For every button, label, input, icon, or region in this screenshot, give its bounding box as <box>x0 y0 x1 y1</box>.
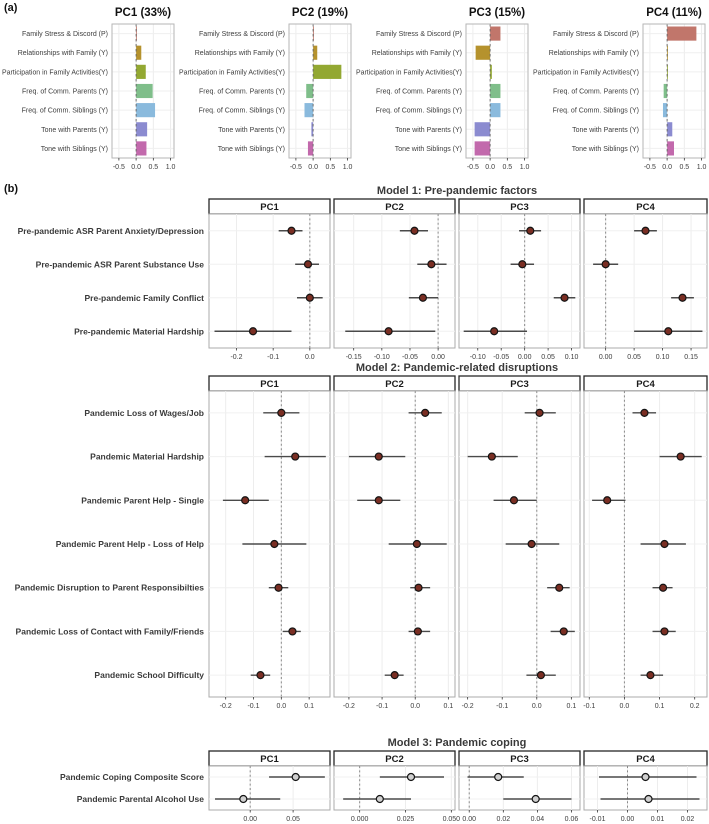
estimate-dot <box>278 409 285 416</box>
estimate-dot <box>647 672 654 679</box>
axis-tick-label: -0.1 <box>247 703 260 710</box>
pc-header: PC1 <box>260 754 279 765</box>
bar <box>475 122 491 136</box>
estimate-dot <box>642 774 649 781</box>
estimate-dot <box>385 328 392 335</box>
pc-header: PC3 <box>510 754 529 765</box>
estimate-dot <box>661 541 668 548</box>
row-label: Pre-pandemic ASR Parent Substance Use <box>35 259 204 270</box>
estimate-dot <box>375 497 382 504</box>
axis-tick-label: 0.1 <box>304 703 315 710</box>
bar <box>306 84 313 98</box>
category-label: Freq. of Comm. Parents (Y) <box>553 88 639 96</box>
bar <box>313 46 317 60</box>
category-label: Tone with Siblings (Y) <box>571 145 639 153</box>
bar <box>136 122 147 136</box>
model-title: Model 3: Pandemic coping <box>387 737 527 749</box>
axis-tick-label: 0.00 <box>598 354 613 361</box>
axis-tick-label: 0.00 <box>620 816 635 823</box>
axis-tick-label: 0.0 <box>276 703 287 710</box>
chart-title: PC3 (15%) <box>468 7 526 19</box>
estimate-dot <box>661 628 668 635</box>
pc-header: PC2 <box>385 379 404 390</box>
row-label: Pandemic School Difficulty <box>94 670 204 681</box>
axis-tick-label: 0.5 <box>502 164 513 171</box>
forest-model-1-slot <box>0 184 709 367</box>
category-label: Tone with Parents (Y) <box>41 126 108 134</box>
axis-tick-label: 0.00 <box>243 816 258 823</box>
axis-tick-label: 0.06 <box>564 816 579 823</box>
axis-tick-label: -0.1 <box>376 703 389 710</box>
axis-tick-label: 1.0 <box>165 164 176 171</box>
axis-tick-label: 0.15 <box>684 354 698 361</box>
estimate-dot <box>660 584 667 591</box>
row-label: Pandemic Disruption to Parent Responsibilties <box>14 582 204 593</box>
bar <box>305 103 314 117</box>
category-label: Relationships with Family (Y) <box>548 50 639 58</box>
bar <box>667 46 668 60</box>
axis-tick-label: 0.0 <box>308 164 318 171</box>
axis-tick-label: -0.2 <box>219 703 232 710</box>
estimate-dot <box>391 672 398 679</box>
pc-header: PC3 <box>510 202 529 213</box>
axis-tick-label: 0.0 <box>131 164 141 171</box>
axis-tick-label: -0.5 <box>289 164 302 171</box>
axis-tick-label: 0.10 <box>655 354 670 361</box>
axis-tick-label: 0.1 <box>566 703 577 710</box>
axis-tick-label: -0.2 <box>230 354 243 361</box>
row-label: Pre-pandemic Material Hardship <box>74 326 204 337</box>
row-label: Pandemic Material Hardship <box>90 451 204 462</box>
category-label: Participation in Family Activities(Y) <box>533 69 639 77</box>
category-label: Freq. of Comm. Parents (Y) <box>376 88 462 96</box>
pc-header: PC4 <box>636 754 655 765</box>
axis-tick-label: -0.15 <box>345 354 362 361</box>
axis-tick-label: 0.2 <box>689 703 700 710</box>
category-label: Relationships with Family (Y) <box>371 50 462 58</box>
panel-b-label: (b) <box>4 183 19 195</box>
axis-tick-label: -0.5 <box>466 164 479 171</box>
axis-tick-label: 0.02 <box>680 816 695 823</box>
axis-tick-label: 0.00 <box>517 354 532 361</box>
bar <box>136 65 146 79</box>
estimate-dot <box>665 328 672 335</box>
category-label: Freq. of Comm. Siblings (Y) <box>21 107 108 115</box>
bar <box>136 141 146 155</box>
category-label: Tone with Parents (Y) <box>218 126 285 134</box>
pc-header: PC4 <box>636 202 655 213</box>
estimate-dot <box>679 294 686 301</box>
estimate-dot <box>375 453 382 460</box>
pca-bar-chart <box>0 2 177 178</box>
axis-tick-label: 0.01 <box>650 816 665 823</box>
axis-tick-label: 0.05 <box>286 816 300 823</box>
category-label: Family Stress & Discord (P) <box>553 31 639 39</box>
bar <box>136 84 153 98</box>
bar <box>475 141 491 155</box>
pc-header: PC1 <box>260 379 279 390</box>
category-label: Participation in Family Activities(Y) <box>2 69 108 77</box>
estimate-dot <box>560 628 567 635</box>
axis-tick-label: -0.1 <box>267 354 280 361</box>
pca-bar-charts <box>0 2 709 178</box>
axis-tick-label: 1.0 <box>696 164 707 171</box>
category-label: Tone with Parents (Y) <box>395 126 462 134</box>
estimate-dot <box>536 409 543 416</box>
estimate-dot <box>289 628 296 635</box>
bar <box>136 103 155 117</box>
axis-tick-label: 0.04 <box>530 816 545 823</box>
estimate-dot <box>288 227 295 234</box>
plot-area <box>334 766 455 810</box>
pca-bar-chart <box>177 2 354 178</box>
axis-tick-label: -0.05 <box>493 354 510 361</box>
category-label: Tone with Siblings (Y) <box>40 145 108 153</box>
row-label: Pre-pandemic Family Conflict <box>84 292 204 303</box>
plot-area <box>459 766 580 810</box>
bar <box>490 65 492 79</box>
category-label: Family Stress & Discord (P) <box>22 31 108 39</box>
bar <box>136 27 137 41</box>
forest-model-2-slot <box>0 361 709 716</box>
axis-tick-label: 0.0 <box>410 703 421 710</box>
estimate-dot <box>642 227 649 234</box>
estimate-dot <box>275 584 282 591</box>
bar <box>667 141 674 155</box>
axis-tick-label: 0.5 <box>325 164 336 171</box>
estimate-dot <box>645 796 652 803</box>
estimate-dot <box>561 294 568 301</box>
forest-model <box>0 184 709 362</box>
bar <box>490 84 500 98</box>
axis-tick-label: 0.1 <box>443 703 454 710</box>
category-label: Freq. of Comm. Parents (Y) <box>199 88 285 96</box>
estimate-dot <box>257 672 264 679</box>
forest-model-3-slot <box>0 736 709 824</box>
row-label: Pandemic Coping Composite Score <box>59 772 204 782</box>
axis-tick-label: 0.025 <box>396 816 415 823</box>
row-label: Pandemic Parental Alcohol Use <box>76 794 204 804</box>
estimate-dot <box>495 774 502 781</box>
estimate-dot <box>413 541 420 548</box>
panel-a-label: (a) <box>4 2 18 14</box>
axis-tick-label: -0.05 <box>401 354 418 361</box>
estimate-dot <box>556 584 563 591</box>
bar <box>667 65 668 79</box>
plot-area <box>209 214 330 348</box>
category-label: Family Stress & Discord (P) <box>376 31 462 39</box>
bar <box>663 103 667 117</box>
category-label: Freq. of Comm. Siblings (Y) <box>375 107 462 115</box>
pc-header: PC2 <box>385 202 404 213</box>
estimate-dot <box>306 294 313 301</box>
axis-tick-label: 0.10 <box>564 354 579 361</box>
forest-model <box>0 736 709 824</box>
axis-tick-label: 0.02 <box>496 816 511 823</box>
pc-header: PC3 <box>510 379 529 390</box>
estimate-dot <box>376 796 383 803</box>
estimate-dot <box>528 541 535 548</box>
bar <box>664 84 667 98</box>
estimate-dot <box>519 261 526 268</box>
axis-tick-label: -0.2 <box>342 703 355 710</box>
row-label: Pandemic Loss of Contact with Family/Friends <box>15 626 204 637</box>
axis-tick-label: 0.5 <box>679 164 690 171</box>
estimate-dot <box>250 328 257 335</box>
estimate-dot <box>510 497 517 504</box>
bar <box>313 65 341 79</box>
category-label: Family Stress & Discord (P) <box>199 31 285 39</box>
estimate-dot <box>428 261 435 268</box>
pc-header: PC2 <box>385 754 404 765</box>
axis-tick-label: 1.0 <box>519 164 530 171</box>
estimate-dot <box>292 774 299 781</box>
axis-tick-label: -0.10 <box>469 354 486 361</box>
bar <box>490 103 500 117</box>
category-label: Freq. of Comm. Siblings (Y) <box>198 107 285 115</box>
estimate-dot <box>305 261 312 268</box>
axis-tick-label: -0.01 <box>589 816 606 823</box>
axis-tick-label: -0.5 <box>643 164 656 171</box>
pca-bar-chart <box>354 2 531 178</box>
pca-bar-chart <box>531 2 708 178</box>
estimate-dot <box>604 497 611 504</box>
estimate-dot <box>292 453 299 460</box>
axis-tick-label: 0.00 <box>462 816 477 823</box>
estimate-dot <box>414 628 421 635</box>
axis-tick-label: 0.0 <box>531 703 542 710</box>
axis-tick-label: -0.1 <box>496 703 509 710</box>
axis-tick-label: -0.5 <box>112 164 125 171</box>
plot-area <box>209 766 330 810</box>
model-title: Model 2: Pandemic-related disruptions <box>355 362 559 374</box>
estimate-dot <box>488 453 495 460</box>
estimate-dot <box>532 796 539 803</box>
estimate-dot <box>240 796 247 803</box>
axis-tick-label: 0.0 <box>662 164 672 171</box>
axis-tick-label: 0.1 <box>654 703 665 710</box>
bar <box>667 122 672 136</box>
axis-tick-label: 0.0 <box>304 354 315 361</box>
estimate-dot <box>415 584 422 591</box>
category-label: Tone with Siblings (Y) <box>394 145 462 153</box>
forest-model <box>0 361 709 711</box>
category-label: Participation in Family Activities(Y) <box>356 69 462 77</box>
bar <box>136 46 141 60</box>
category-label: Relationships with Family (Y) <box>17 50 108 58</box>
category-label: Participation in Family Activities(Y) <box>179 69 285 77</box>
bar <box>476 46 490 60</box>
estimate-dot <box>602 261 609 268</box>
estimate-dot <box>537 672 544 679</box>
axis-tick-label: 0.00 <box>431 354 445 361</box>
axis-tick-label: 1.0 <box>342 164 353 171</box>
estimate-dot <box>419 294 426 301</box>
axis-tick-label: 0.0 <box>485 164 495 171</box>
category-label: Tone with Parents (Y) <box>572 126 639 134</box>
estimate-dot <box>411 227 418 234</box>
row-label: Pandemic Loss of Wages/Job <box>84 407 204 418</box>
estimate-dot <box>677 453 684 460</box>
axis-tick-label: 0.000 <box>350 816 369 823</box>
chart-title: PC2 (19%) <box>291 7 349 19</box>
chart-title: PC4 (11%) <box>646 7 702 19</box>
category-label: Freq. of Comm. Siblings (Y) <box>552 107 639 115</box>
bar <box>313 27 314 41</box>
row-label: Pandemic Parent Help - Loss of Help <box>55 539 204 549</box>
model-title: Model 1: Pre-pandemic factors <box>376 185 538 197</box>
row-label: Pre-pandemic ASR Parent Anxiety/Depression <box>17 225 204 236</box>
axis-tick-label: 0.0 <box>619 703 630 710</box>
pc-header: PC1 <box>260 202 279 213</box>
category-label: Freq. of Comm. Parents (Y) <box>22 88 108 96</box>
axis-tick-label: -0.2 <box>461 703 474 710</box>
estimate-dot <box>408 774 415 781</box>
estimate-dot <box>491 328 498 335</box>
plot-area <box>334 214 455 348</box>
category-label: Tone with Siblings (Y) <box>217 145 285 153</box>
axis-tick-label: -0.1 <box>583 703 596 710</box>
estimate-dot <box>271 541 278 548</box>
estimate-dot <box>242 497 249 504</box>
axis-tick-label: 0.050 <box>442 816 461 823</box>
estimate-dot <box>641 409 648 416</box>
estimate-dot <box>422 409 429 416</box>
row-label: Pandemic Parent Help - Single <box>81 495 204 506</box>
estimate-dot <box>527 227 534 234</box>
bar <box>490 27 500 41</box>
axis-tick-label: 0.5 <box>148 164 159 171</box>
bar <box>308 141 313 155</box>
bar <box>667 27 696 41</box>
plot-area <box>584 766 707 810</box>
category-label: Relationships with Family (Y) <box>194 50 285 58</box>
axis-tick-label: -0.10 <box>373 354 390 361</box>
plot-area <box>459 214 580 348</box>
axis-tick-label: 0.05 <box>627 354 641 361</box>
axis-tick-label: 0.05 <box>541 354 555 361</box>
chart-title: PC1 (33%) <box>114 7 172 19</box>
pc-header: PC4 <box>636 379 655 390</box>
